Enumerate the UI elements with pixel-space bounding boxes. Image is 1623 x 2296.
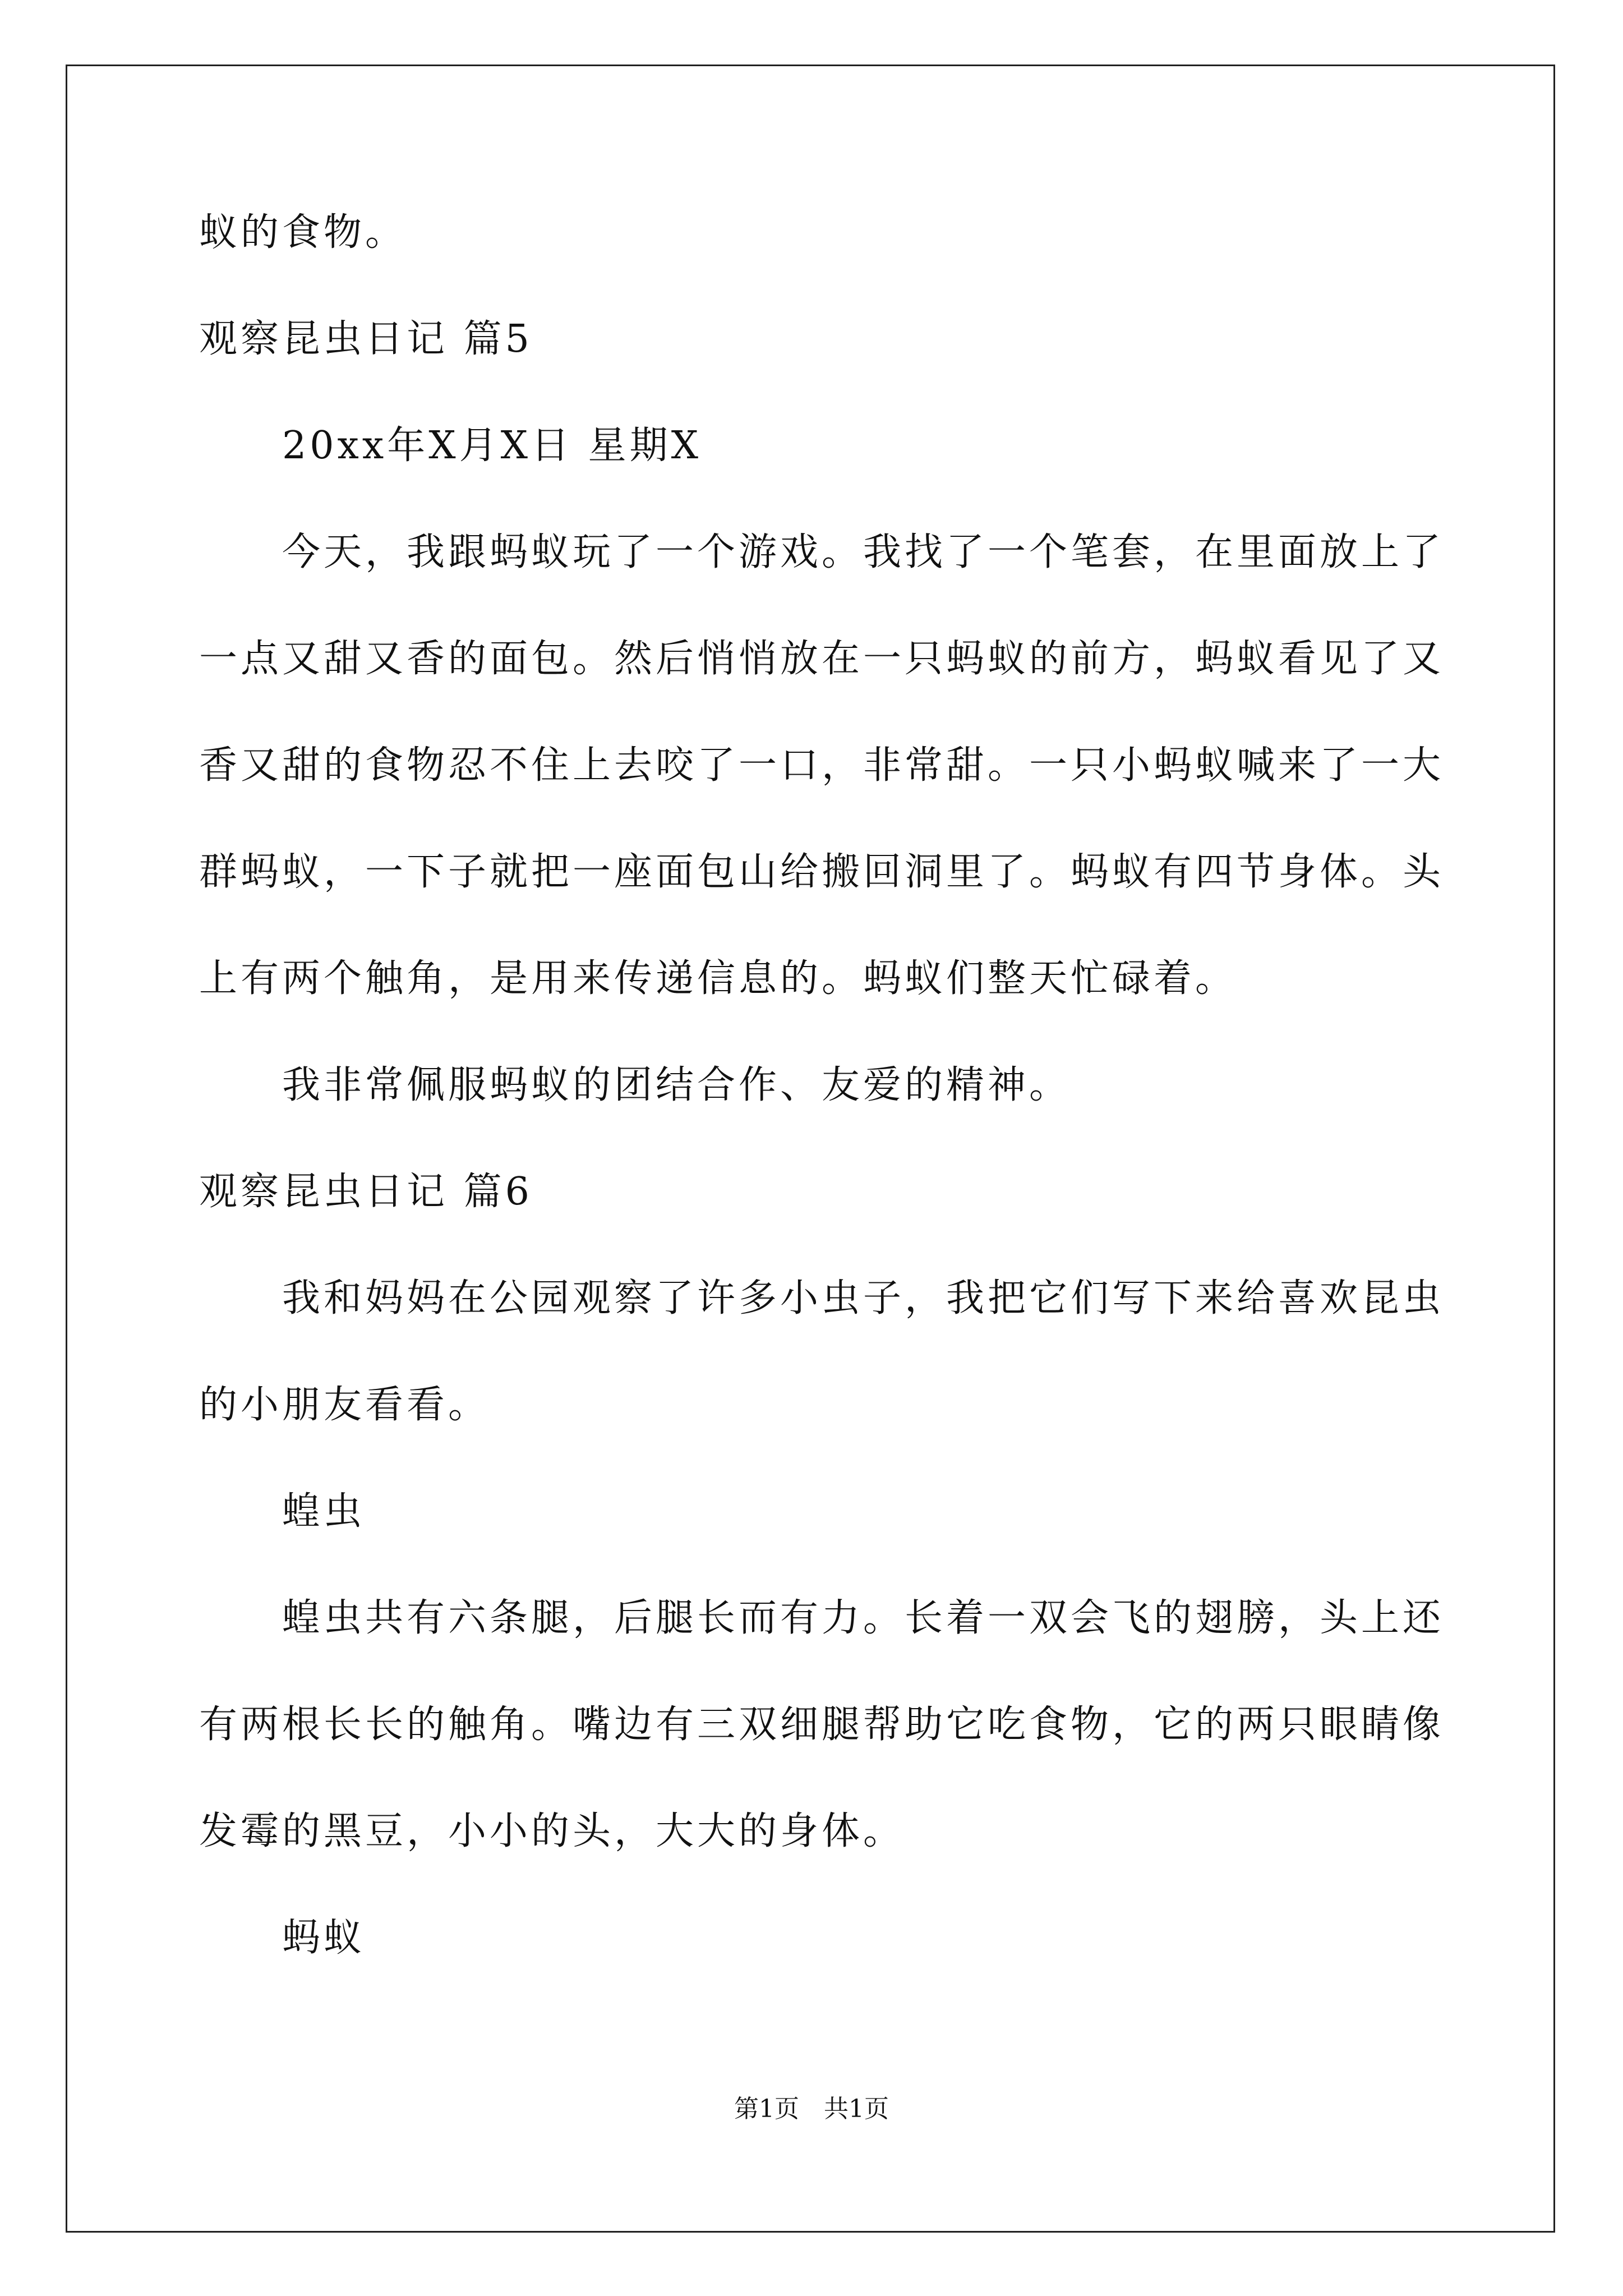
page-footer: 第1页 共1页 xyxy=(734,2095,889,2123)
text-line: 香又甜的食物忍不住上去咬了一口，非常甜。一只小蚂蚁喊来了一大 xyxy=(199,743,1445,788)
page-border xyxy=(66,65,1555,2233)
text-line: 我非常佩服蚂蚁的团结合作、友爱的精神。 xyxy=(282,1063,1071,1107)
text-line: 一点又甜又香的面包。然后悄悄放在一只蚂蚁的前方，蚂蚁看见了又 xyxy=(199,637,1445,681)
text-line: 有两根长长的触角。嘴边有三双细腿帮助它吃食物，它的两只眼睛像 xyxy=(199,1703,1445,1747)
date-line: 20xx年X月X日 星期X xyxy=(282,424,702,468)
section-heading: 观察昆虫日记 篇5 xyxy=(199,317,533,361)
subheading: 蝗虫 xyxy=(282,1489,366,1534)
subheading: 蚂蚁 xyxy=(282,1916,366,1960)
text-line: 蝗虫共有六条腿，后腿长而有力。长着一双会飞的翅膀，头上还 xyxy=(282,1596,1445,1640)
text-line: 上有两个触角，是用来传递信息的。蚂蚁们整天忙碌着。 xyxy=(199,956,1237,1001)
text-line: 我和妈妈在公园观察了许多小虫子，我把它们写下来给喜欢昆虫 xyxy=(282,1276,1445,1320)
text-line: 发霉的黑豆，小小的头，大大的身体。 xyxy=(199,1809,905,1853)
section-heading: 观察昆虫日记 篇6 xyxy=(199,1170,533,1214)
text-line: 今天，我跟蚂蚁玩了一个游戏。我找了一个笔套，在里面放上了 xyxy=(282,530,1445,574)
text-line: 蚁的食物。 xyxy=(199,210,407,255)
text-line: 的小朋友看看。 xyxy=(199,1383,490,1427)
text-line: 群蚂蚁，一下子就把一座面包山给搬回洞里了。蚂蚁有四节身体。头 xyxy=(199,850,1445,894)
